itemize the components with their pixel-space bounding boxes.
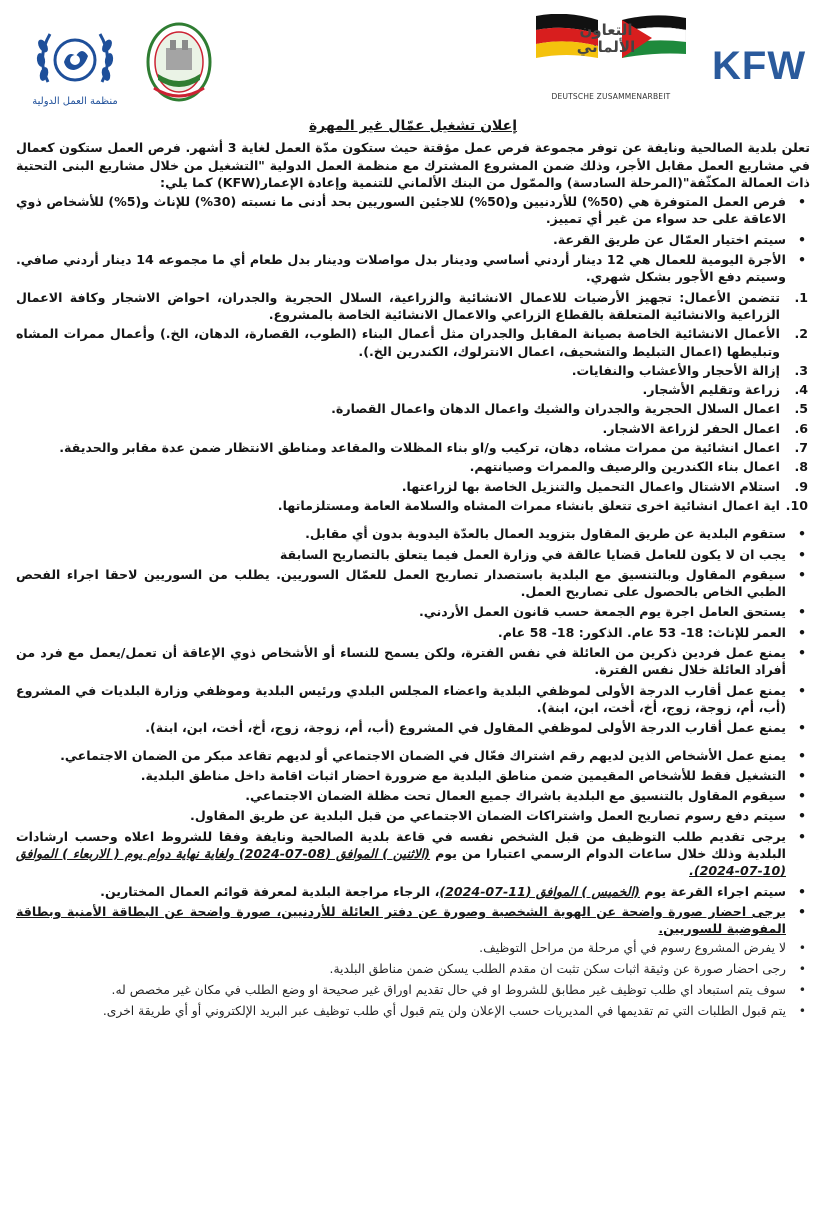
- ilo-logo: [30, 22, 120, 112]
- list-item: 2. الأعمال الانشائية الخاصة بصيانة المقابل والجدران مثل أعمال البناء (الطوب، القصارة، الدهان، الخ.) وأعمال ممرات المشاه وتبليطها (اعمال التبليط والتشحيف، اعمال الانترلوك، الكندرين الخ.).: [16, 326, 808, 359]
- lottery-date: (الخميس ) الموافق (11-07-2024): [439, 883, 640, 899]
- list-item: 9. استلام الاشتال واعمال التحميل والتنزيل الخاصة بها لزراعتها.: [401, 478, 808, 494]
- header-logos: [0, 0, 828, 115]
- employment-terms-list: [16, 193, 810, 285]
- social-security-list: [16, 747, 810, 938]
- list-item: • يمنع عمل فردين ذكرين من العائلة في نفس الفترة، ولكن يسمح للنساء أو الأشخاص ذوي الإعاقة أن تعمل/يعمل مع فرد من أفراد العائلة خلال نفس الفترة.: [16, 644, 810, 679]
- list-item: • سوف يتم استبعاد اي طلب توظيف غير مطابق للشروط او في حال تقديم اوراق غير صحيحة او وضع الطلب في مكان غير مخصص له.: [16, 982, 810, 999]
- list-item: • يمنع عمل الأشخاص الذين لديهم رقم اشتراك فعّال في الضمان الاجتماعي أو لديهم تقاعد مبكر من الضمان الاجتماعي.: [16, 747, 810, 764]
- list-item: 8. اعمال بناء الكندرين والرصيف والممرات وصيانتهم.: [469, 459, 808, 475]
- list-item: • الأجرة اليومية للعمال هي 12 دينار أردني أساسي ودينار بدل مواصلات ودينار بدل طعام أي ما مجموعه 14 دينار أردني صافي. وسيتم دفع الأجور بشكل شهري.: [16, 251, 810, 286]
- list-item: • سيتم اختيار العمّال عن طريق القرعة.: [16, 231, 810, 248]
- notes-list: [16, 940, 810, 1020]
- list-item: • رجى احضار صورة عن وثيقة اثبات سكن تثبت ان مقدم الطلب يسكن ضمن مناطق البلدية.: [16, 961, 810, 978]
- list-item: • يجب ان لا يكون للعامل قضايا عالقة في وزارة العمل فيما يتعلق بالتصاريح السابقة: [16, 546, 810, 563]
- list-item: • سيتم دفع رسوم تصاريح العمل واشتراكات الضمان الاجتماعي من قبل البلدية عن طريق المقاول.: [16, 807, 810, 824]
- work-types-list: [16, 289, 810, 515]
- list-item: • سيقوم المقاول بالتنسيق مع البلدية باشراك جميع العمال تحت مظلة الضمان الاجتماعي.: [16, 787, 810, 804]
- application-dates: (الاثنين ) الموافق (08-07-2024) ولغاية نهاية دوام يوم ( الاربعاء ) الموافق (10-07-2024).: [16, 845, 786, 879]
- announcement-document: [16, 118, 810, 1024]
- page-title: إعلان تشغيل عمّال غير المهرة: [308, 118, 518, 134]
- ilo-emblem-icon: [30, 22, 120, 94]
- required-documents: • يرجى احضار صورة واضحة عن الهوية الشخصية وصورة عن دفتر العائلة للأردنيين، صورة واضحة عن البطاقة الأمنية وبطاقة المفوضية للسوريين.: [16, 903, 810, 938]
- list-item: • العمر للإناث: 18- 53 عام. الذكور: 18- 58 عام.: [16, 624, 810, 641]
- list-item: 5. اعمال السلال الحجرية والجدران والشيك واعمال الدهان واعمال القصارة.: [331, 401, 808, 417]
- list-item: 1. تتضمن الأعمال: تجهيز الأرضيات للاعمال الانشائية والزراعية، السلال الحجرية والجدران، احواض الاشجار وكافة الاعمال الزراعية والانشائية المتعلقة بالقطاع الزراعي والاعمال الانشائية الخاصة بالمشروع.: [16, 289, 808, 322]
- list-item: • فرص العمل المتوفرة هي (50%) للأردنيين و(50%) للاجئين السوريين بحد أدنى ما نسبته (30%) للإناث و(5%) للأشخاص ذوي الاعاقة على حد سواء من غير أي تمييز.: [16, 193, 810, 228]
- list-item: • لا يفرض المشروع رسوم في أي مرحلة من مراحل التوظيف.: [16, 940, 810, 957]
- list-item: 3. إزالة الأحجار والأعشاب والنفايات.: [571, 362, 808, 378]
- list-item: • يمنع عمل أقارب الدرجة الأولى لموظفي البلدية واعضاء المجلس البلدي ورئيس البلدية وموظفي وزارة البلديات في المشروع (أب، أم، زوجة، زوج، أخ، أخت، ابن، ابنة).: [16, 682, 810, 717]
- list-item: • التشغيل فقط للأشخاص المقيمين ضمن مناطق البلدية مع ضرورة احضار اثبات اقامة داخل مناطق البلدية.: [16, 767, 810, 784]
- list-item: 4. زراعة وتقليم الأشجار.: [642, 382, 808, 398]
- list-item: • ستقوم البلدية عن طريق المقاول بتزويد العمال بالعدّة اليدوية بدون أي مقابل.: [16, 525, 810, 542]
- german-cooperation-arabic: التعاون الألماني: [576, 21, 636, 56]
- ilo-caption: منظمة العمل الدولية: [32, 96, 118, 107]
- list-item: • يستحق العامل اجرة يوم الجمعة حسب قانون العمل الأردني.: [16, 603, 810, 620]
- application-instructions: • يرجى تقديم طلب التوظيف من قبل الشخص نفسه في قاعة بلدية الصالحية ونايفة وفقا للشروط اعلاه وحسب ارشادات البلدية وذلك خلال ساعات الدوام الرسمي اعتبارا من يوم (الاثنين ) الموافق (08-07-2024) ولغاية نهاية دوام يوم ( الاربعاء ) الموافق (10-07-2024).: [16, 828, 810, 880]
- german-cooperation-english: DEUTSCHE ZUSAMMENARBEIT: [551, 92, 671, 101]
- conditions-list: [16, 525, 810, 736]
- list-item: 7. اعمال انشائية من ممرات مشاه، دهان، تركيب و/او بناء المظلات والمقاعد ومناطق الانتظار ضمن عدة مقابر والحديقة.: [59, 440, 808, 456]
- kfw-logo: KFW: [712, 44, 807, 88]
- intro-paragraph: تعلن بلدية الصالحية ونايفة عن توفر مجموعة فرص عمل مؤقتة حيث ستكون مدّة العمل لغاية 3 أشهر. فرص العمل ستكون كعمال في مشاريع العمل مقابل الأجر، وذلك ضمن المشروع المشترك مع منظمة العمل الدولية "التشغيل من خلال مشاريع البنى التحتية ذات العمالة المكثّفة"(المرحلة السادسة) والممّول من البنك الألماني للتنمية وإعادة الإعمار(KFW) كما يلي:: [16, 140, 810, 190]
- lottery-instructions: • سيتم اجراء القرعة يوم (الخميس ) الموافق (11-07-2024)، الرجاء مراجعة البلدية لمعرفة قوائم العمال المختارين.: [16, 883, 810, 900]
- list-item: • سيقوم المقاول وبالتنسيق مع البلدية باستصدار تصاريح العمل للعمّال السوريين. يطلب من السوريين لاحقا اجراء الفحص الطبي الخاص بالحصول على تصاريح العمل.: [16, 566, 810, 601]
- municipality-emblem-icon: [146, 22, 212, 106]
- list-item: • يتم قبول الطلبات التي تم تقديمها في المديريات حسب الإعلان ولن يتم قبول أي طلب توظيف عبر البريد الإلكتروني أو أي طريقة اخرى.: [16, 1003, 810, 1020]
- list-item: • يمنع عمل أقارب الدرجة الأولى لموظفي المقاول في المشروع (أب، أم، زوجة، زوج، أخ، أخت، ابن، ابنة).: [16, 719, 810, 736]
- german-cooperation-logo: [536, 8, 686, 100]
- list-item: 10. اية اعمال انشائية اخرى تتعلق بانشاء ممرات المشاه والسلامة العامة ومستلزماتها.: [277, 497, 808, 513]
- list-item: 6. اعمال الحفر لزراعة الاشجار.: [602, 420, 808, 436]
